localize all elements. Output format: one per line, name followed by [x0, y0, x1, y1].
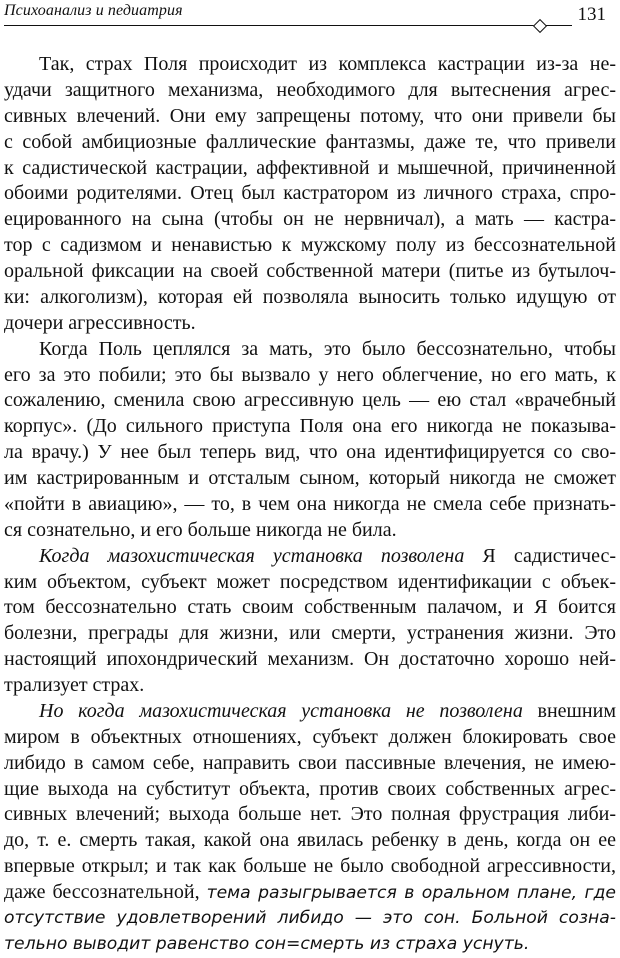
text-segment: трализует страх.	[4, 674, 145, 696]
text-segment: к садистической кастрации, аффективной и мышечной, причиненной	[4, 156, 616, 179]
text-segment: оральной фиксации на своей собственной матери (питье из бутылоч-	[4, 260, 616, 282]
text-segment: дочери агрессивность.	[4, 311, 196, 334]
text-line	[4, 880, 616, 906]
text-line	[4, 52, 616, 78]
text-line	[4, 156, 616, 182]
italic-text: тельно выводит равенство сон=смерть из страха уснуть.	[4, 933, 530, 954]
text-segment: его за это побили; это бы вызвало у него облегчение, но его мать, к	[4, 363, 616, 386]
text-line	[4, 466, 616, 492]
text-segment: впервые открыл; и так как больше не было свободной агрессивности,	[4, 855, 616, 878]
text-line	[4, 311, 616, 337]
text-line	[4, 699, 616, 725]
text-segment: «пойти в авиацию», — то, в чем она никогда не смела себе признать-	[4, 492, 616, 515]
text-line	[4, 854, 616, 880]
text-segment: тор с садизмом и ненавистью к мужскому полу из бессознательной	[4, 234, 616, 257]
text-segment: ла врачу.) У нее был теперь вид, что она идентифицируется со сво-	[4, 441, 616, 464]
text-segment: ким объектом, субъект может посредством идентификации с объек-	[4, 570, 616, 593]
italic-text: Но когда мазохистическая установка не позволена	[39, 699, 523, 722]
text-line	[4, 207, 616, 233]
text-segment: либидо в самом себе, направить свои пассивные влечения, не имею-	[4, 751, 616, 774]
text-line	[4, 518, 616, 544]
text-line	[4, 621, 616, 647]
text-segment: сожалению, сменила свою агрессивную цель — ею стал «врачебный	[4, 389, 616, 412]
text-segment: сивных влечений. Они ему запрещены потому, что они привели бы	[4, 104, 616, 127]
text-segment: миром в объектных отношениях, субъект должен блокировать свое	[4, 725, 616, 748]
text-line	[4, 725, 616, 751]
text-segment: внешним	[522, 699, 616, 722]
text-line	[4, 78, 616, 104]
header-diamond-ornament	[533, 19, 547, 33]
text-segment: сивных влечений; выхода больше нет. Это полная фрустрация либи-	[4, 803, 616, 826]
text-segment: даже бессознательной,	[4, 881, 207, 903]
text-line	[4, 802, 616, 828]
italic-text: Когда мазохистическая установка позволена	[39, 544, 465, 567]
text-line	[4, 337, 616, 363]
italic-text: отсутствие удовлетворений либидо — это сон. Больной созна-	[4, 907, 616, 928]
text-segment: щие выхода на субститут объекта, против своих собственных агрес-	[4, 777, 616, 800]
running-title: Психоанализ и педиатрия	[4, 2, 183, 19]
text-segment: ецированного на сына (чтобы он не нервничал), а мать — кастра-	[4, 208, 616, 231]
text-segment: настоящий ипохондрический механизм. Он достаточно хорошо ней-	[4, 648, 616, 671]
text-line	[4, 388, 616, 414]
body-text	[4, 52, 616, 958]
text-segment: болезни, преграды для жизни, или смерти, устранения жизни. Это	[4, 622, 616, 645]
text-segment: Так, страх Поля происходит из комплекса кастрации из-за не-	[39, 53, 616, 75]
paragraph	[4, 337, 616, 544]
text-line	[4, 595, 616, 621]
text-segment: ся сознательно, и его больше никогда не била.	[4, 518, 397, 541]
text-line	[4, 363, 616, 389]
page-number: 131	[577, 4, 606, 25]
text-line	[4, 906, 616, 932]
text-segment: корпус». (До сильного приступа Поля она его никогда не показыва-	[4, 415, 616, 438]
text-line	[4, 130, 616, 156]
text-segment: удачи защитного механизма, необходимого для вытеснения агрес-	[4, 78, 616, 101]
text-line	[4, 233, 616, 259]
text-segment: Когда Поль цеплялся за мать, это было бессознательно, чтобы	[39, 337, 616, 360]
text-segment: с собой амбициозные фаллические фантазмы, даже те, что привели	[4, 130, 616, 153]
text-segment: Я садистичес-	[464, 544, 617, 567]
text-line	[4, 777, 616, 803]
text-line	[4, 828, 616, 854]
text-line	[4, 285, 616, 311]
text-line	[4, 673, 616, 699]
text-line	[4, 570, 616, 596]
text-line	[4, 181, 616, 207]
text-line	[4, 544, 616, 570]
header-rule-end	[546, 25, 572, 26]
text-line	[4, 440, 616, 466]
italic-text: тема разыгрывается в оральном плане, где	[206, 883, 616, 903]
text-segment: обоими родителями. Отец был кастратором из личного страха, спро-	[4, 182, 616, 205]
text-line	[4, 751, 616, 777]
paragraph	[4, 699, 616, 958]
text-line	[4, 647, 616, 673]
text-line	[4, 414, 616, 440]
text-segment: том бессознательно стать своим собственным палачом, и Я боится	[4, 596, 616, 619]
text-line	[4, 259, 616, 285]
text-line	[4, 104, 616, 130]
paragraph	[4, 52, 616, 337]
text-segment: до, т. е. смерть такая, какой она явилась ребенку в день, когда он ее	[4, 829, 616, 852]
paragraph	[4, 544, 616, 699]
text-line	[4, 492, 616, 518]
header-rule	[4, 25, 536, 26]
text-segment: им кастрированным и отсталым сыном, который никогда не сможет	[4, 467, 616, 489]
text-segment: ки: алкоголизм), которая ей позволяла выносить только идущую от	[4, 285, 616, 308]
text-line	[4, 932, 616, 958]
